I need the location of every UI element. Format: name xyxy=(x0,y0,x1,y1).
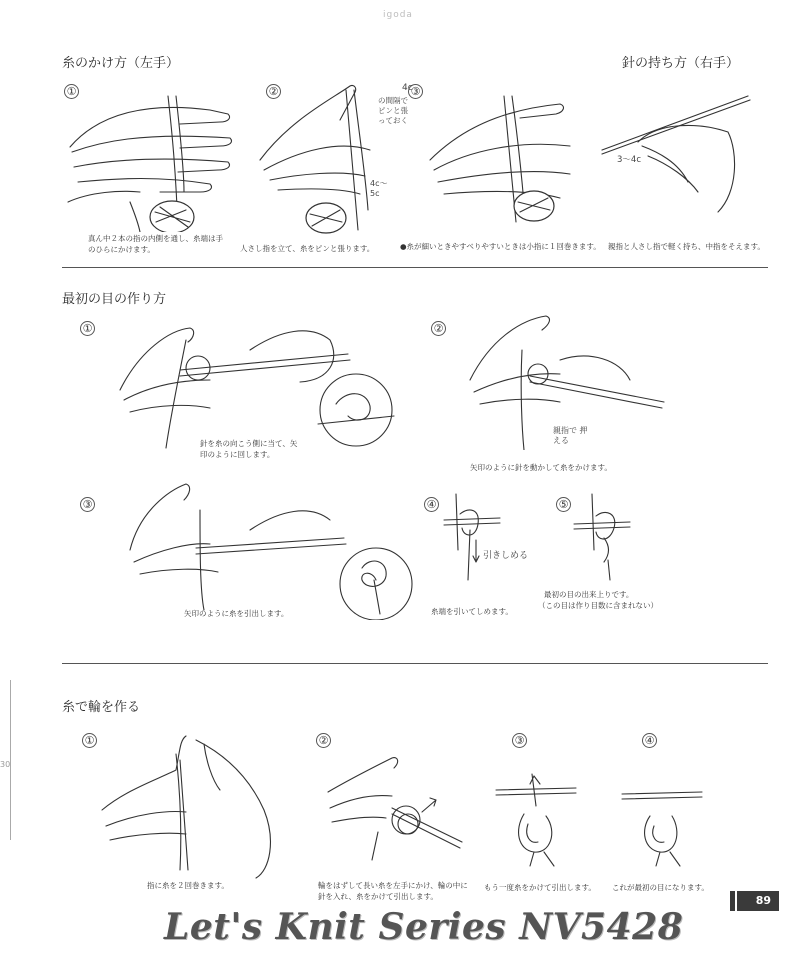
step-caption-note: （この目は作り目数に含まれない） xyxy=(538,601,658,610)
section-title-first-stitch: 最初の目の作り方 xyxy=(62,292,167,307)
step-number: ③ xyxy=(80,497,95,512)
step-number: ② xyxy=(316,733,331,748)
step-caption: 輪をはずして長い糸を左手にかけ、輪の中に針を入れ、糸をかけて引出します。 xyxy=(318,881,468,901)
series-title: Let's Knit Series NV5428 xyxy=(164,906,684,948)
annotation-3-4c: 3〜4c xyxy=(617,155,641,165)
section-divider xyxy=(62,267,768,268)
step-number: ② xyxy=(431,321,446,336)
step-number: ③ xyxy=(512,733,527,748)
step-caption: 真ん中２本の指の内側を通し、糸端は手のひらにかけます。 xyxy=(88,234,223,254)
step-caption: 矢印のように針を動かして糸をかけます。 xyxy=(470,463,612,472)
step-caption: 針を糸の向こう側に当て、矢印のように回します。 xyxy=(200,439,298,459)
annotation-tighten: 引きしめる xyxy=(483,551,529,561)
illustration-yarn-hold-3 xyxy=(420,90,590,230)
section-divider xyxy=(62,663,768,664)
step-caption: もう一度糸をかけて引出します。 xyxy=(484,883,596,892)
illustration-ring-4 xyxy=(620,770,710,870)
watermark-text: igoda xyxy=(383,10,413,20)
illustration-ring-1 xyxy=(96,730,296,880)
step-caption: 人さし指を立て、糸をピンと張ります。 xyxy=(240,244,375,253)
step-number: ④ xyxy=(642,733,657,748)
illustration-ring-3 xyxy=(494,770,584,870)
step-number: ③ xyxy=(408,84,423,99)
annotation-4c: 4c xyxy=(402,83,413,93)
step-number: ① xyxy=(80,321,95,336)
step-caption: 指に糸を２回巻きます。 xyxy=(147,881,229,890)
section-title-ring: 糸で輪を作る xyxy=(62,700,141,715)
step-caption: ●糸が細いときやすべりやすいときは小指に１回巻きます。 xyxy=(400,242,601,251)
needle-caption: 親指と人さし指で軽く持ち、中指をそえます。 xyxy=(608,242,765,251)
illustration-first-stitch-1 xyxy=(100,320,420,450)
illustration-first-stitch-3 xyxy=(100,480,420,620)
annotation-4-5c: 4c〜5c xyxy=(370,179,388,198)
step-number: ① xyxy=(82,733,97,748)
step-caption: 最初の目の出来上りです。 xyxy=(544,590,634,599)
step-caption: 糸端を引いてしめます。 xyxy=(431,607,513,616)
step-number: ② xyxy=(266,84,281,99)
step-number: ① xyxy=(64,84,79,99)
illustration-first-stitch-4 xyxy=(440,490,530,590)
page-number-bar xyxy=(730,891,735,911)
margin-label: 30 xyxy=(0,760,11,769)
illustration-yarn-hold-1 xyxy=(60,92,240,232)
illustration-ring-2 xyxy=(322,752,472,862)
section-title-needle-hold: 針の持ち方（右手） xyxy=(622,56,740,71)
step-number: ④ xyxy=(424,497,439,512)
step-caption: 矢印のように糸を引出します。 xyxy=(184,609,289,618)
annotation-tension: の間隔で ピンと張っておく xyxy=(378,96,408,125)
step-number: ⑤ xyxy=(556,497,571,512)
page-number: 89 xyxy=(737,891,779,911)
annotation-press-thumb: 親指で 押える xyxy=(553,426,588,445)
section-title-yarn-hold: 糸のかけ方（左手） xyxy=(62,56,180,71)
step-caption: これが最初の目になります。 xyxy=(612,883,709,892)
illustration-first-stitch-5 xyxy=(570,490,660,590)
